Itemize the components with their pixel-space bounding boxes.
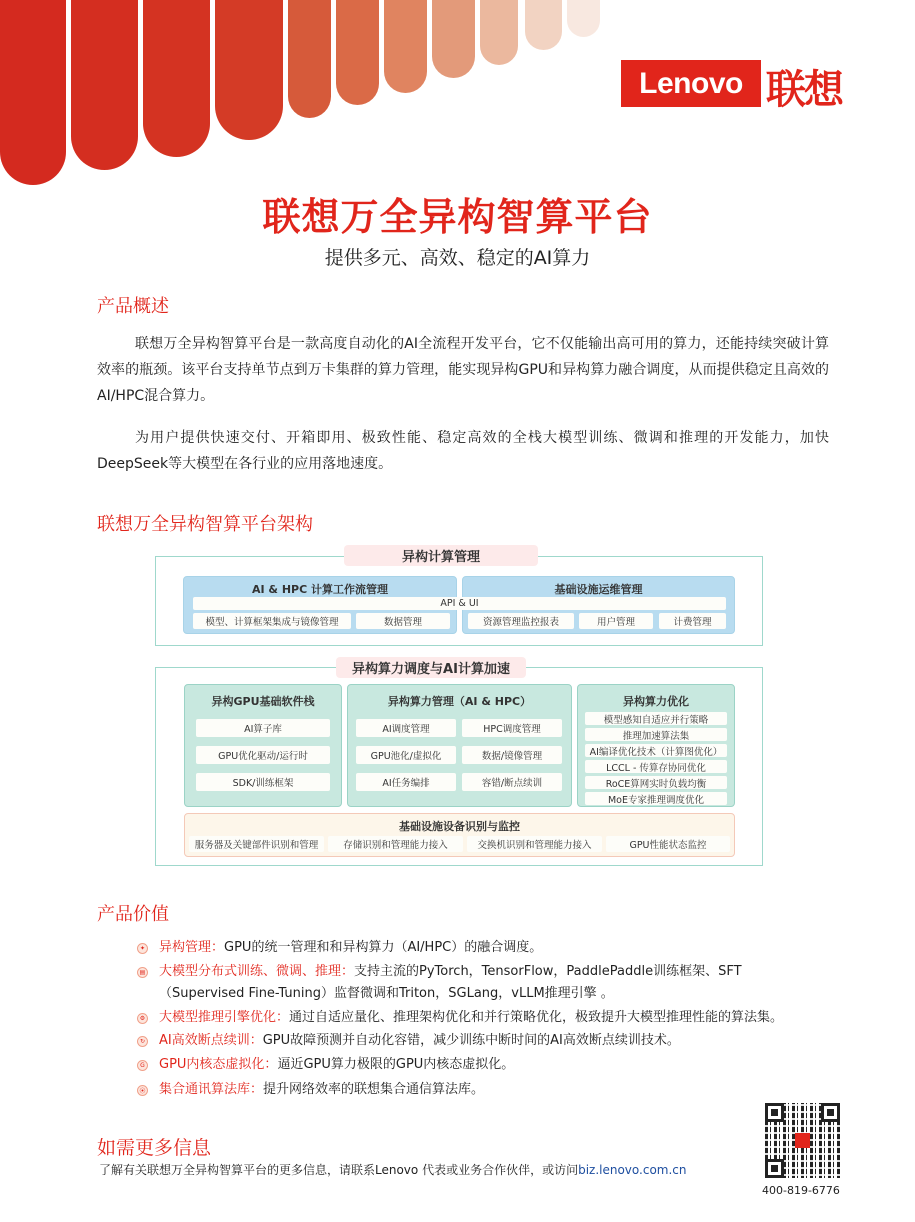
cell: 资源管理监控报表 (468, 613, 574, 629)
network-icon: ⦿ (137, 1085, 148, 1096)
refresh-icon: ↻ (137, 1036, 148, 1047)
document-icon: ▤ (137, 967, 148, 978)
cell: GPU池化/虚拟化 (356, 746, 456, 764)
cell: 容错/断点续训 (462, 773, 562, 791)
cell: 数据管理 (356, 613, 450, 629)
overview-paragraph: 为用户提供快速交付、开箱即用、极致性能、稳定高效的全栈大模型训练、微调和推理的开发能力，加快DeepSeek等大模型在各行业的应用落地速度。 (97, 430, 829, 472)
item-key: GPU内核态虚拟化： (159, 1057, 278, 1072)
contact-link[interactable]: biz.lenovo.com.cn (578, 1163, 687, 1177)
gear-icon: ⚙ (137, 1013, 148, 1024)
cell: HPC调度管理 (462, 719, 562, 737)
cell: AI算子库 (196, 719, 330, 737)
api-ui-bar: API & UI (193, 597, 726, 610)
cell: SDK/训练框架 (196, 773, 330, 791)
item-key: 异构管理： (159, 940, 225, 955)
overview-paragraph: 联想万全异构智算平台是一款高度自动化的AI全流程开发平台，它不仅能输出高可用的算力，还能持续突破计算效率的瓶颈。该平台支持单节点到万卡集群的算力管理，能实现异构GPU和异构算力融合调度，从而提供稳定且高效的AI/HPC混合算力。 (97, 336, 829, 404)
architecture-bottom-frame (155, 662, 763, 866)
architecture-heading: 联想万全异构智算平台架构 (97, 514, 313, 535)
panel-title: 基础设施运维管理 (554, 583, 643, 596)
compute-opt-panel (577, 684, 735, 807)
item-text: GPU的统一管理和和异构算力（AI/HPC）的融合调度。 (224, 940, 543, 955)
cell: MoE专家推理调度优化 (585, 792, 727, 805)
cell: LCCL - 传算存协同优化 (585, 760, 727, 773)
lenovo-logo: Lenovo (621, 60, 761, 107)
cell: AI任务编排 (356, 773, 456, 791)
value-heading: 产品价值 (97, 904, 169, 925)
cell: AI调度管理 (356, 719, 456, 737)
list-item (159, 937, 819, 959)
panel-title: 异构算力优化 (623, 695, 689, 708)
cell: GPU性能状态监控 (606, 836, 730, 852)
infra-panel (184, 813, 735, 857)
cell: 推理加速算法集 (585, 728, 727, 741)
top-label: 异构计算管理 (344, 545, 538, 566)
cell: 模型感知自适应并行策略 (585, 712, 727, 725)
item-text: 通过自适应量化、推理架构优化和并行策略优化，极致提升大模型推理性能的算法集。 (289, 1010, 784, 1025)
list-item (159, 1079, 819, 1101)
contact-heading: 如需更多信息 (97, 1137, 212, 1159)
page-title: 联想万全异构智算平台 (262, 195, 653, 239)
item-text: 逼近GPU算力极限的GPU内核态虚拟化。 (277, 1057, 515, 1072)
architecture-top-frame (155, 550, 763, 646)
item-key: 大模型分布式训练、微调、推理： (159, 964, 355, 979)
phone-number: 400-819-6776 (762, 1184, 840, 1197)
item-text: GPU故障预测并自动化容错，减少训练中断时间的AI高效断点续训技术。 (262, 1033, 680, 1048)
cell: 服务器及关键部件识别和管理 (189, 836, 324, 852)
panel-title: 异构算力管理（AI & HPC） (387, 695, 532, 708)
cell: 交换机识别和管理能力接入 (467, 836, 602, 852)
cell: 计费管理 (659, 613, 726, 629)
hetero-icon: ✦ (137, 943, 148, 954)
qr-code[interactable] (765, 1103, 840, 1178)
overview-heading: 产品概述 (97, 296, 169, 317)
contact-text (99, 1161, 687, 1178)
panel-title: AI & HPC 计算工作流管理 (251, 583, 389, 596)
item-key: 大模型推理引擎优化： (159, 1010, 290, 1025)
list-item (159, 1054, 819, 1076)
cell: 用户管理 (579, 613, 653, 629)
cell: 数据/镜像管理 (462, 746, 562, 764)
item-key: AI高效断点续训： (159, 1033, 263, 1048)
panel-title: 基础设施设备识别与监控 (399, 820, 520, 833)
item-text: 提升网络效率的联想集合通信算法库。 (263, 1082, 485, 1097)
panel-title: 异构GPU基础软件栈 (211, 695, 315, 708)
list-item (159, 1007, 819, 1029)
contact-desc: 了解有关联想万全异构智算平台的更多信息，请联系Lenovo 代表或业务合作伙伴，或访问 (99, 1163, 579, 1177)
item-key: 集合通讯算法库： (159, 1082, 264, 1097)
cell: 模型、计算框架集成与镜像管理 (193, 613, 351, 629)
gpu-icon: G (137, 1060, 148, 1071)
cell: GPU优化驱动/运行时 (196, 746, 330, 764)
compute-mgmt-panel (347, 684, 572, 807)
list-item (159, 961, 819, 1005)
item-text: 支持主流的PyTorch，TensorFlow，PaddlePaddle训练框架、SFT（Supervised Fine-Tuning）监督微调和Triton，SGLang，vLLM推理引擎 。 (159, 964, 742, 1001)
gpu-stack-panel (184, 684, 342, 807)
page-subtitle: 提供多元、高效、稳定的AI算力 (324, 247, 591, 269)
cell: RoCE算网实时负载均衡 (585, 776, 727, 789)
cell: AI编译优化技术（计算图优化） (585, 744, 727, 757)
lenovo-logo-cn: 联想 (766, 67, 842, 113)
cell: 存储识别和管理能力接入 (328, 836, 463, 852)
list-item (159, 1030, 819, 1052)
bottom-label: 异构算力调度与AI计算加速 (336, 657, 526, 678)
